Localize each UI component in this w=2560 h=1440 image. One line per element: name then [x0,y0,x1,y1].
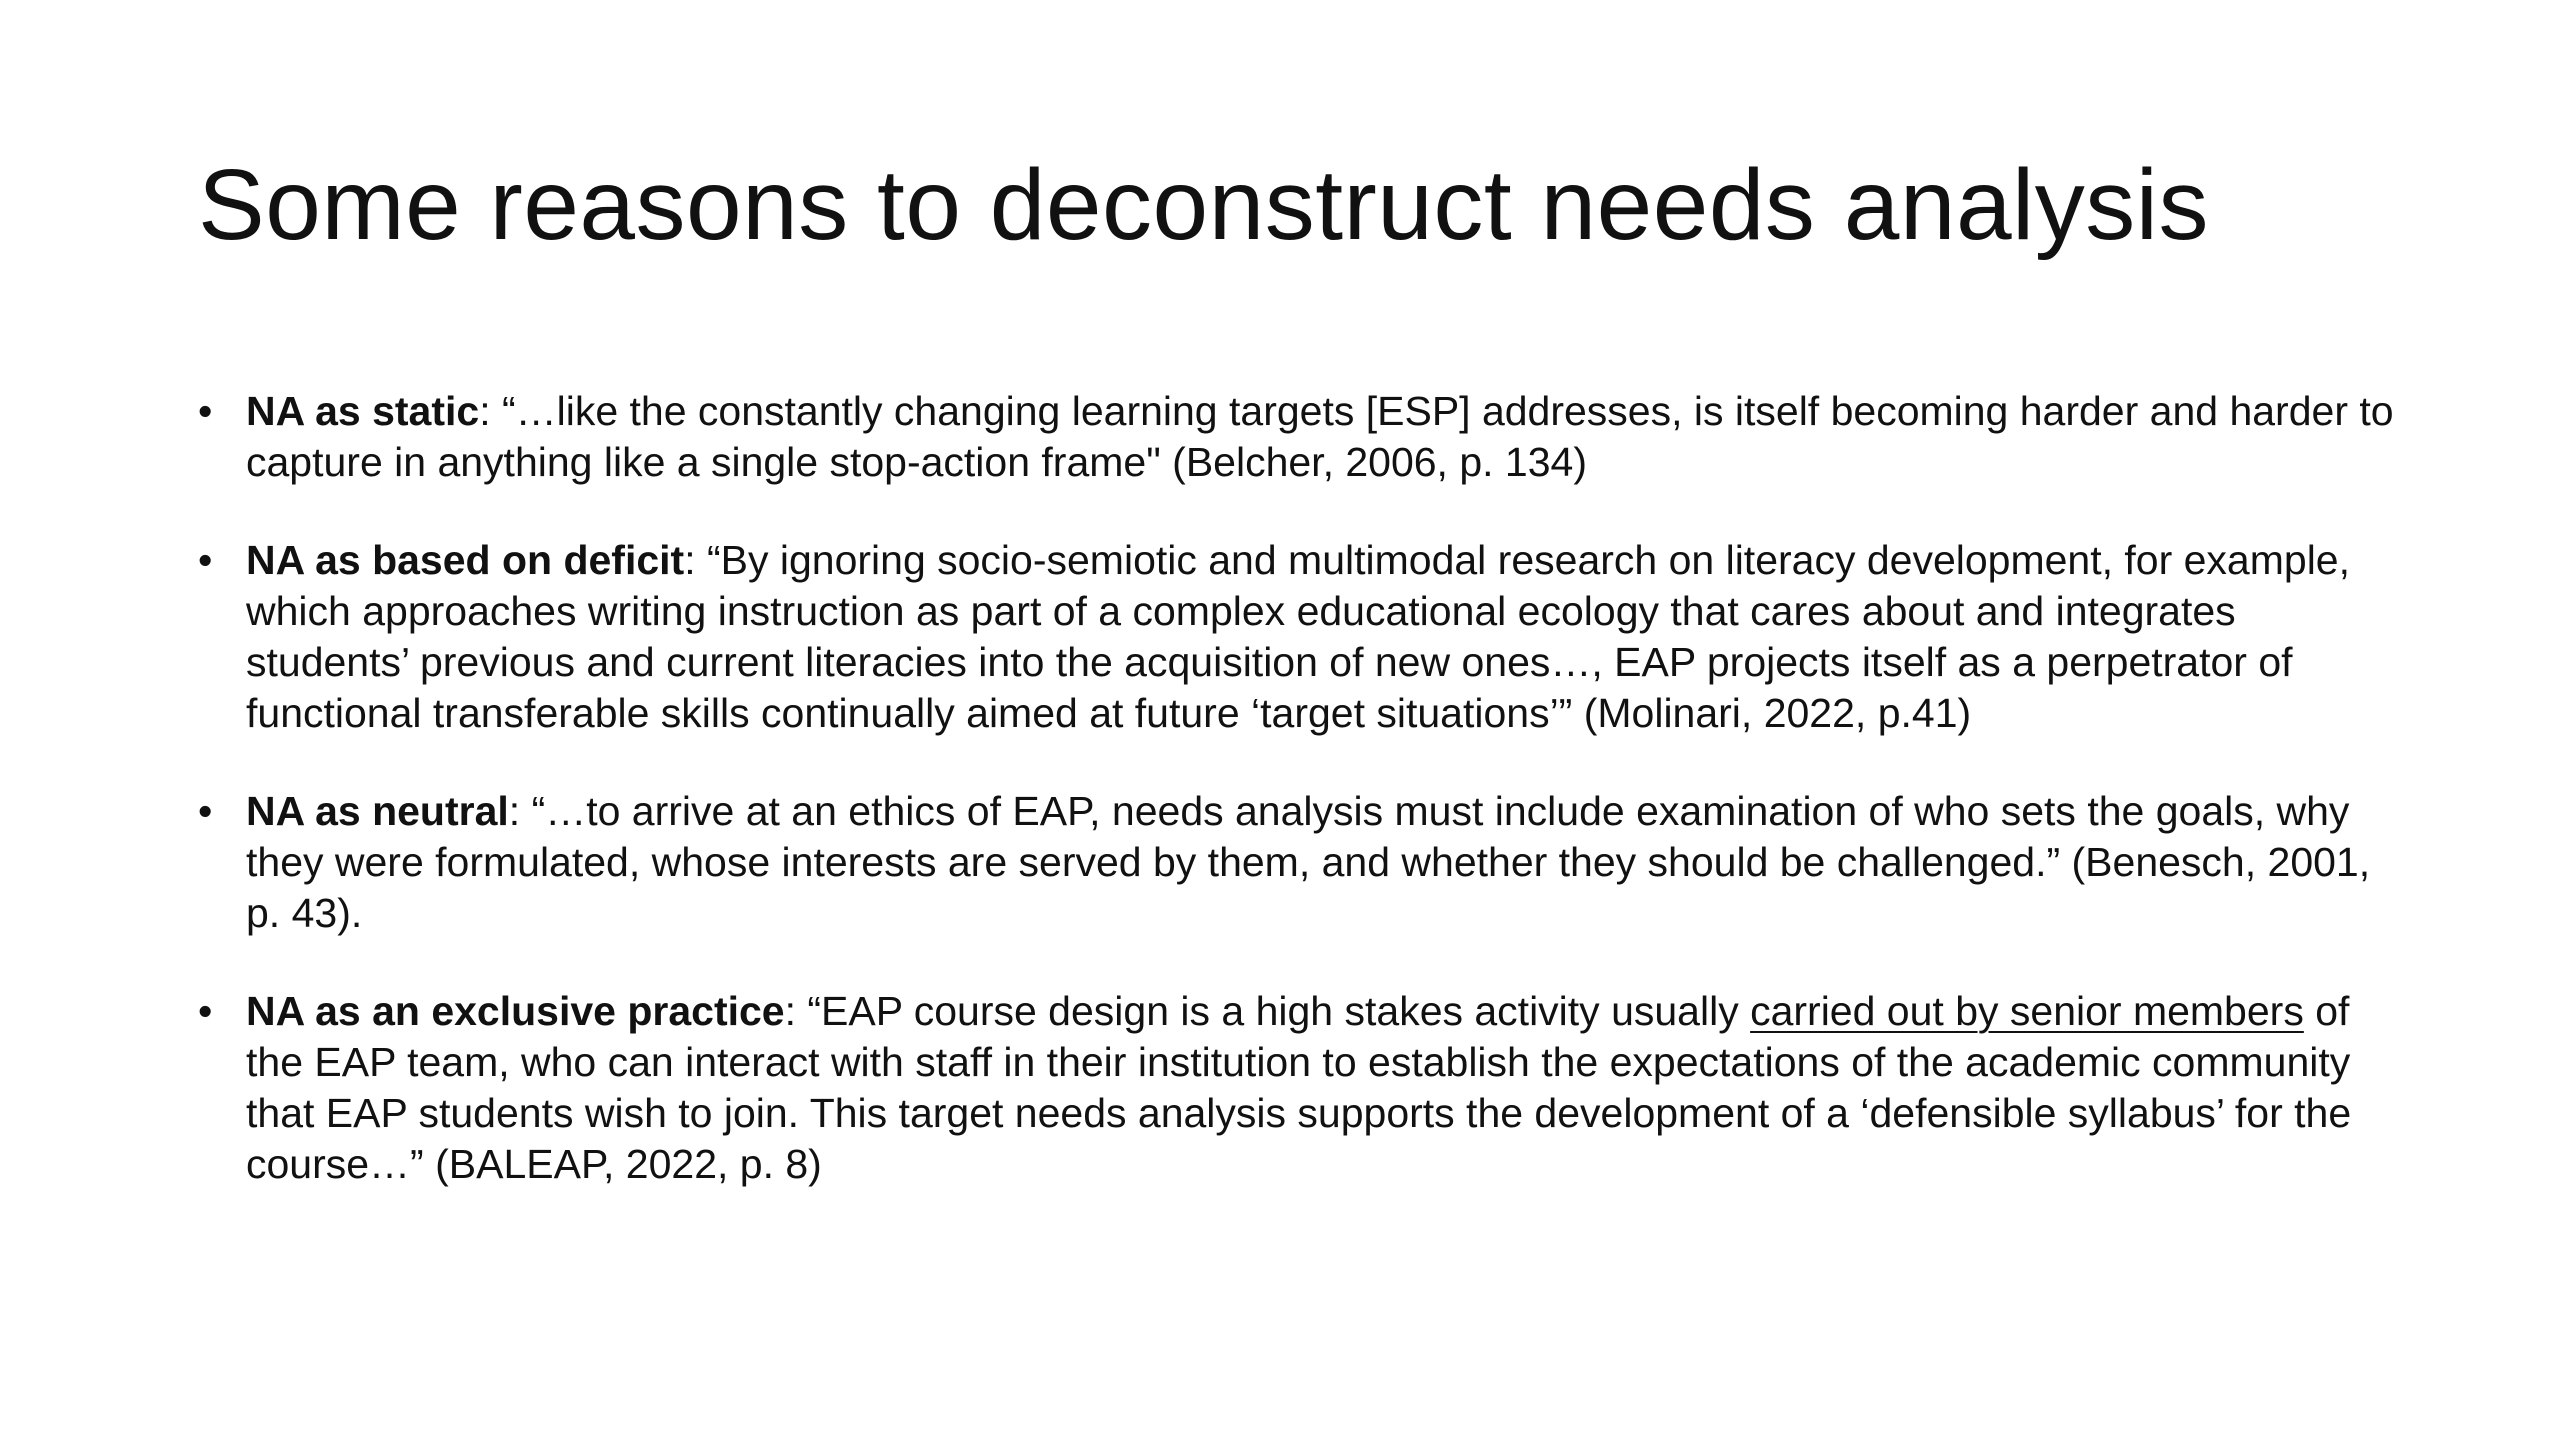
bullet-text-before: : “EAP course design is a high stakes activity usually [784,988,1751,1034]
bullet-lead: NA as an exclusive practice [246,988,785,1034]
bullet-na-static [198,386,2398,488]
underlined-phrase: carried out by senior members [1750,988,2304,1034]
bullet-text: : “By ignoring socio-semiotic and multimodal research on literacy development, for example, which approaches writing instruction as part of a complex educational ecology that cares about and integrates students’ previous and current literacies into the acquisition of new ones…, EAP projects itself as a perpetrator of functional transferable skills continually aimed at future ‘target situations’” (Molinari, 2022, p.41) [246,537,2350,736]
bullet-text: : “…like the constantly changing learning targets [ESP] addresses, is itself becoming harder and harder to capture in anything like a single stop-action frame" (Belcher, 2006, p. 134) [246,388,2394,485]
bullet-lead: NA as based on deficit [246,537,685,583]
bullet-text-after: of the EAP team, who can interact with staff in their institution to establish the expectations of the academic community that EAP students wish to join. This target needs analysis supports the development of a ‘defensible syllabus’ for the course…” (BALEAP, 2022, p. 8) [246,988,2352,1187]
bullet-text: : “…to arrive at an ethics of EAP, needs analysis must include examination of who sets the goals, why they were formulated, whose interests are served by them, and whether they should be challenged.” (Benesch, 2001, p. 43). [246,788,2371,936]
slide-title: Some reasons to deconstruct needs analysis [198,149,2209,261]
bullet-dot-icon: • [198,388,213,434]
bullet-lead: NA as neutral [246,788,509,834]
bullet-na-exclusive [198,986,2398,1190]
bullet-dot-icon: • [198,788,213,834]
bullet-na-deficit [198,535,2398,739]
bullet-dot-icon: • [198,988,213,1034]
bullet-dot-icon: • [198,537,213,583]
bullet-lead: NA as static [246,388,480,434]
bullet-na-neutral [198,786,2398,939]
bullet-list [198,386,2398,1190]
